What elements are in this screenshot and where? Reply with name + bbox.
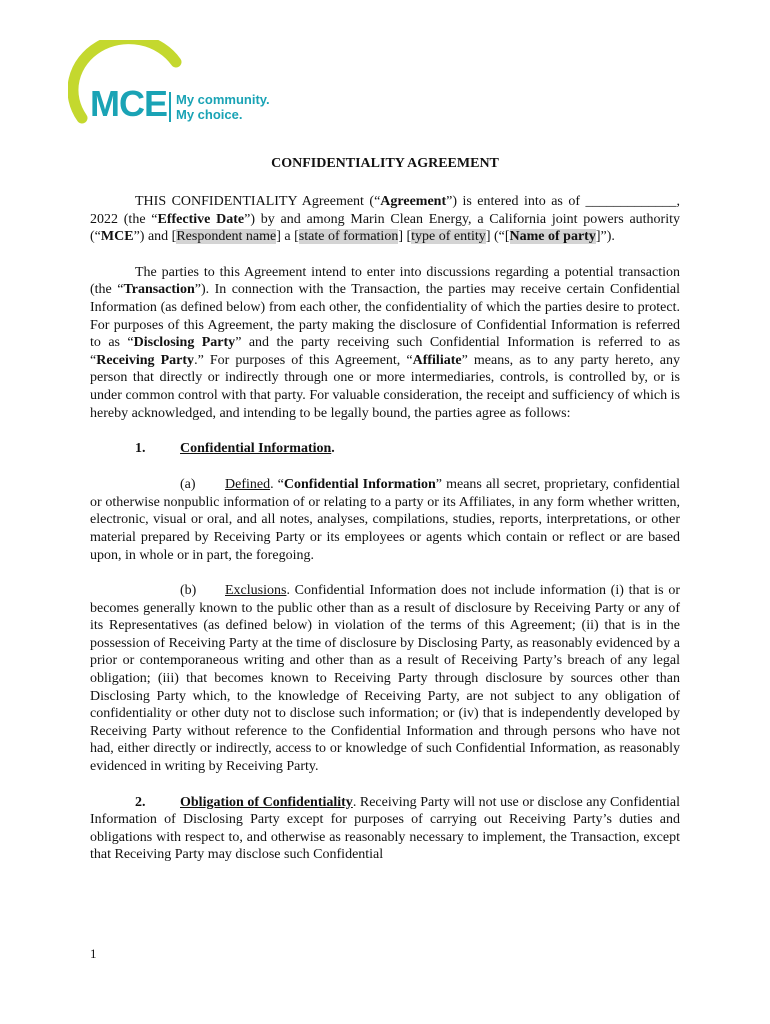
section-2-paragraph: 2. Obligation of Confidentiality. Receiving Party will not use or disclose any Confidential Information of Disclosing Party except for purposes of carrying out Receiving Party’s duties and obligations with respect to, and otherwise as reasonably necessary to implement, the Transaction, except that Receiving Party may disclose such Confidential bbox=[90, 794, 680, 863]
section-1b-paragraph: (b) Exclusions. Confidential Information does not include information (i) that is or becomes generally known to the public other than as a result of disclosure by Receiving Party or any of its Representatives (as defined below) in violation of the terms of this Agreement; (ii) that is in the possession of Receiving Party at the time of disclosure by Disclosing Party, as reasonably evidenced by a prior or contemporaneous writing and other than as a result of Receiving Party’s breach of any legal obligation; (iii) that becomes known to Receiving Party through disclosure by sources other than Disclosing Party which, to the knowledge of Receiving Party, are not subject to any obligation of confidentiality or other duty not to disclose such information; or (iv) that is independently developed by Receiving Party without reference to the Confidential Information and through persons who have not had, either directly or indirectly, access to or knowledge of such Confidential Information, as reasonably evidenced in writing by Receiving Party. bbox=[90, 583, 680, 775]
document-body bbox=[90, 155, 680, 882]
entity-type-placeholder: type of entity bbox=[411, 229, 486, 245]
intro-paragraph: THIS CONFIDENTIALITY Agreement (“Agreement”) is entered into as of _____________, 2022 (the “Effective Date”) by and among Marin Clean Energy, a California joint powers authority (“MCE”) and [Respondent name] a [state of formation] [type of entity] (“[Name of party]”). bbox=[90, 194, 680, 245]
document-title: CONFIDENTIALITY AGREEMENT bbox=[271, 156, 499, 171]
recitals-paragraph: The parties to this Agreement intend to enter into discussions regarding a potential transaction (the “Transaction”). In connection with the Transaction, the parties may receive certain Confidential Information (as defined below) from each other, the confidentiality of which the parties desire to protect. For purposes of this Agreement, the party making the disclosure of Confidential Information is referred to as “Disclosing Party” and the party receiving such Confidential Information is referred to as “Receiving Party.” For purposes of this Agreement, “Affiliate” means, as to any party hereto, any person that directly or indirectly through one or more intermediaries, controls, is controlled by, or is under common control with that party. For valuable consideration, the receipt and sufficiency of which is hereby acknowledged, and intending to be legally bound, the parties agree as follows: bbox=[90, 264, 681, 421]
party-name-placeholder: Name of party bbox=[509, 229, 596, 245]
logo-tagline bbox=[176, 92, 270, 122]
section-1a-paragraph: (a) Defined. “Confidential Information” means all secret, proprietary, confidential or otherwise nonpublic information of or relating to a party or its Affiliates, in any form whether written, electronic, visual or oral, and all notes, analyses, compilations, studies, reports, interpretations, or other material prepared by Receiving Party or its employees or agents which contain or reflect or are based upon, in whole or in part, the foregoing. bbox=[90, 477, 681, 563]
page-number: 1 bbox=[90, 946, 97, 961]
logo-tagline-line1: My community. bbox=[176, 92, 270, 107]
logo-wordmark: MCE bbox=[90, 83, 167, 124]
respondent-name-placeholder: Respondent name bbox=[176, 229, 277, 245]
state-placeholder: state of formation bbox=[298, 229, 399, 245]
logo-divider bbox=[169, 92, 171, 122]
logo-tagline-line2: My choice. bbox=[176, 107, 243, 122]
mce-logo bbox=[68, 40, 328, 130]
section-1-heading: 1. Confidential Information. bbox=[135, 441, 335, 457]
